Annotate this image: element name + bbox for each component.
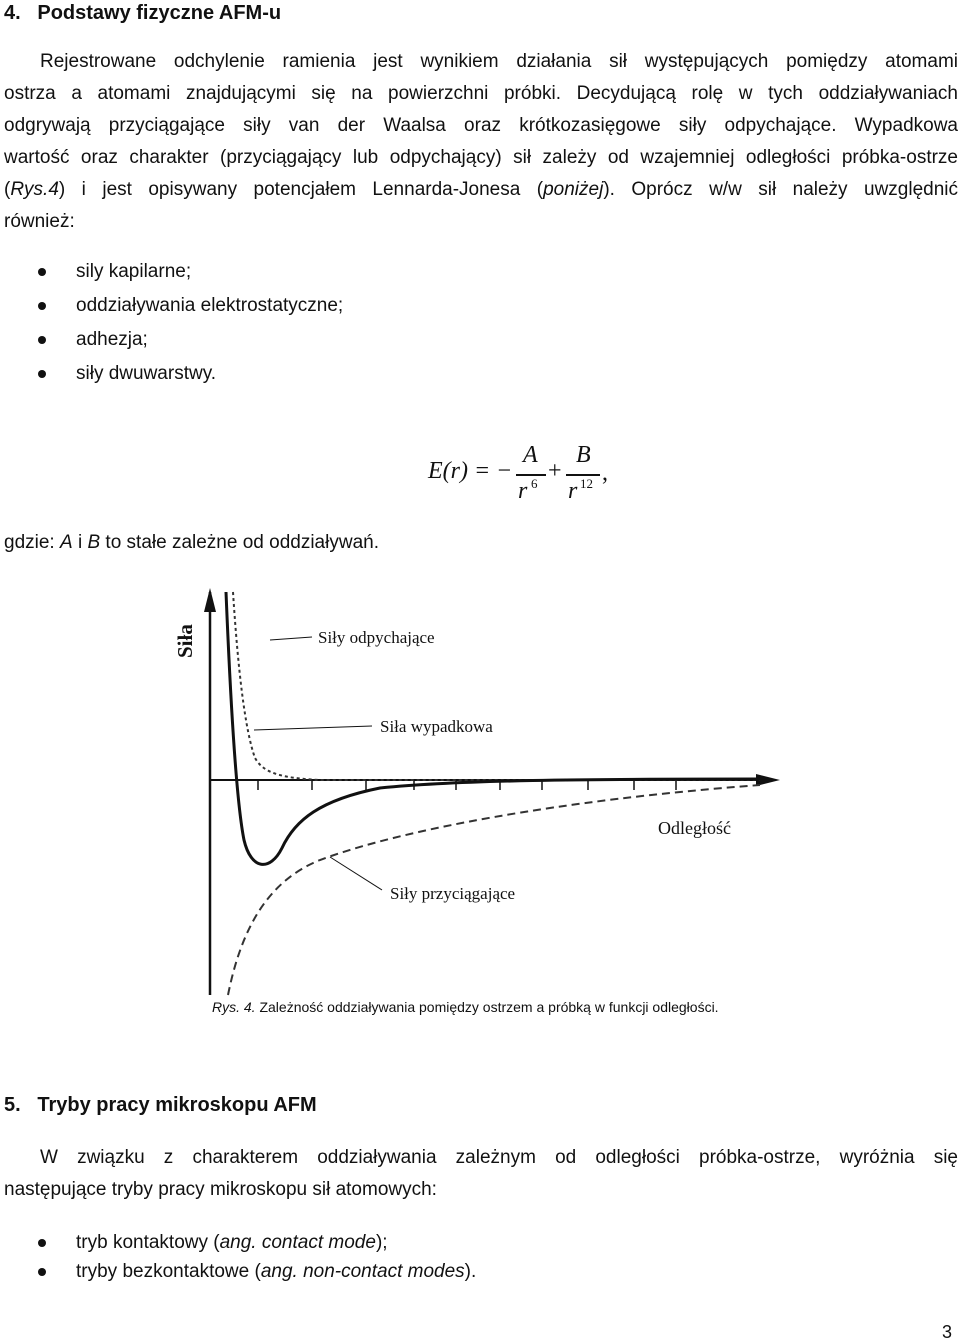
repulsive-label: Siły odpychające	[318, 628, 435, 647]
resultant-label: Siła wypadkowa	[380, 717, 493, 736]
paragraph-line: odgrywają przyciągające siły van der Waalsa oraz krótkozasięgowe siły odpychające. Wypadkowa	[4, 115, 958, 136]
paragraph-line: ostrza a atomami znajdującymi się na powierzchni próbki. Decydującą rolę w tych oddziaływaniach	[4, 83, 958, 104]
constants-note: gdzie: A i B to stałe zależne od oddziaływań.	[4, 532, 379, 553]
list-item: siły dwuwarstwy.	[76, 363, 217, 384]
attractive-label: Siły przyciągające	[390, 884, 516, 903]
bullet-icon	[38, 268, 46, 276]
formula-plus: +	[548, 458, 562, 484]
formula-comma: ,	[602, 460, 608, 486]
leader-line	[254, 726, 372, 730]
formula-lhs: E(r) =	[428, 458, 491, 484]
bullet-icon	[38, 1268, 46, 1276]
figure-caption: Rys. 4. Zależność oddziaływania pomiędzy ostrzem a próbką w funkcji odległości.	[212, 999, 719, 1015]
leader-line	[330, 857, 382, 890]
y-axis-arrow-icon	[204, 588, 216, 612]
formula-numerator-b: B	[576, 442, 591, 468]
section-4-heading: 4. Podstawy fizyczne AFM-u	[4, 2, 282, 24]
paragraph-line: wartość oraz charakter (przyciągający lub odpychający) sił zależy od wzajemniej odległości próbka-ostrze	[4, 147, 958, 168]
paragraph-line: następujące tryby pracy mikroskopu sił atomowych:	[4, 1179, 437, 1200]
formula-exponent-6: 6	[531, 476, 538, 491]
bullet-icon	[38, 1239, 46, 1247]
bullet-icon	[38, 370, 46, 378]
formula-denominator-r: r	[518, 478, 528, 504]
list-item: oddziaływania elektrostatyczne;	[76, 295, 344, 316]
formula-denominator-r: r	[568, 478, 578, 504]
y-axis-label: Siła	[173, 624, 197, 658]
paragraph-line: również:	[4, 211, 75, 232]
bullet-icon	[38, 302, 46, 310]
lennard-jones-figure	[160, 580, 800, 1000]
list-item: tryb kontaktowy (ang. contact mode);	[76, 1232, 388, 1253]
paragraph-line: W związku z charakterem oddziaływania zależnym od odległości próbka-ostrze, wyróżnia się	[40, 1147, 958, 1168]
repulsive-force-curve	[233, 592, 760, 780]
bullet-icon	[38, 336, 46, 344]
list-item: sily kapilarne;	[76, 261, 192, 282]
paragraph-line: (Rys.4) i jest opisywany potencjałem Lennarda-Jonesa (poniżej). Oprócz w/w sił należy uwzględnić	[4, 179, 959, 200]
section-5-heading: 5. Tryby pracy mikroskopu AFM	[4, 1094, 317, 1116]
formula-numerator-a: A	[523, 442, 538, 468]
list-item: adhezja;	[76, 329, 148, 350]
figure-reference: Rys.4	[10, 179, 59, 200]
formula-minus: −	[496, 458, 513, 484]
list-item: tryby bezkontaktowe (ang. non-contact modes).	[76, 1261, 477, 1282]
paragraph-line: Rejestrowane odchylenie ramienia jest wynikiem działania sił występujących pomiędzy atomami	[40, 51, 958, 72]
page-number: 3	[942, 1322, 953, 1342]
formula-exponent-12: 12	[580, 476, 593, 491]
leader-line	[270, 637, 312, 640]
distance-label: Odległość	[658, 818, 731, 838]
